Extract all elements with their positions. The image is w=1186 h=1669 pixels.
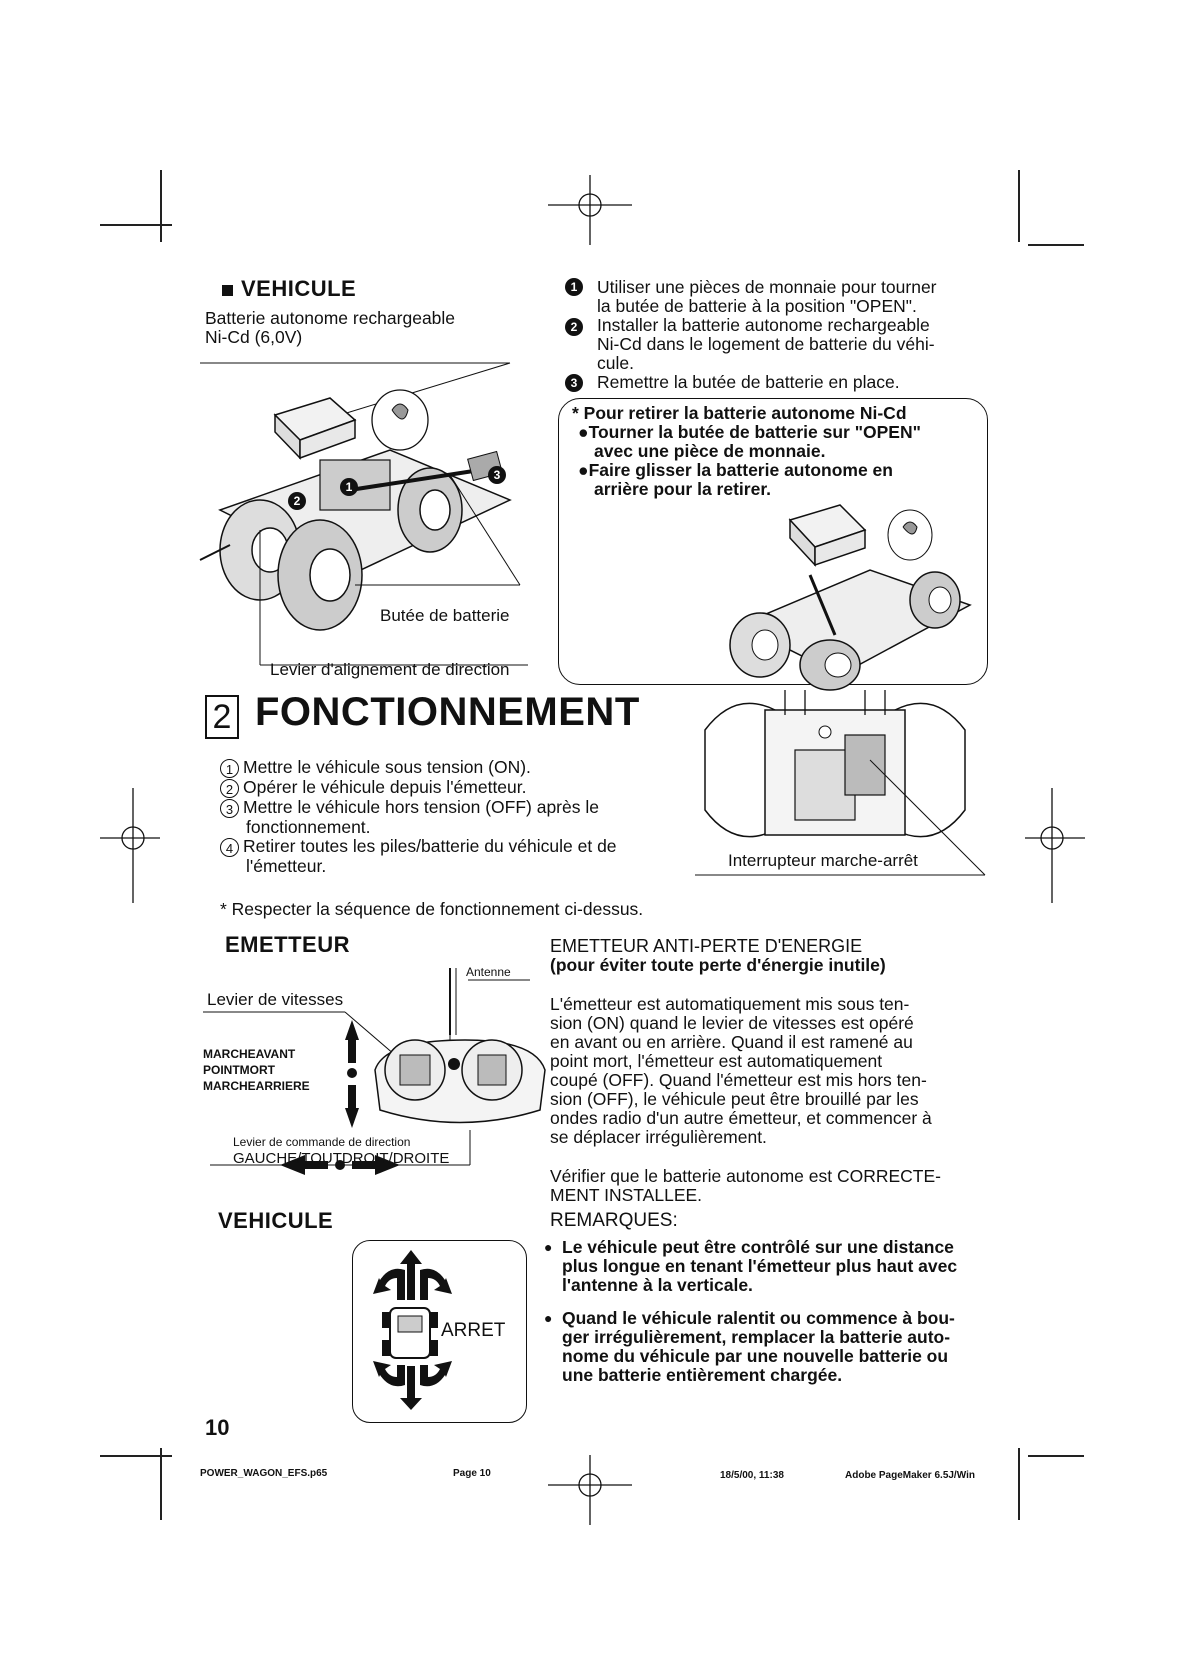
operation-title: FONCTIONNEMENT <box>255 690 640 734</box>
vehicle-battery-illustration <box>200 360 560 685</box>
footer-page: Page 10 <box>453 1468 491 1479</box>
callout-2: 2 <box>288 492 306 510</box>
neutral-label: POINTMORT <box>203 1063 275 1077</box>
footer-app: Adobe PageMaker 6.5J/Win <box>845 1470 975 1481</box>
stop-label: ARRET <box>441 1320 506 1341</box>
install-step: 2 Installer la batterie autonome rechargeable Ni-Cd dans le logement de batterie du véhi- cule. <box>565 316 995 373</box>
anti-loss-section <box>544 936 1000 1385</box>
steering-label-line1: Levier de commande de direction <box>233 1135 411 1149</box>
square-bullet-icon <box>222 285 233 296</box>
remark-item: ● Le véhicule peut être contrôlé sur une distance plus longue en tenant l'émetteur plus haut avec l'antenne à la verticale. <box>544 1237 958 1295</box>
registration-mark-left <box>100 788 160 908</box>
battery-removal-illustration <box>720 505 990 685</box>
vehicle-label: VEHICULE <box>218 1208 334 1233</box>
label-levier: Levier d'alignement de direction <box>270 660 510 679</box>
operation-steps: 1 Mettre le véhicule sous tension (ON). 2 Opérer le véhicule depuis l'émetteur. 3 Mettre le véhicule hors tension (OFF) après le fonctionnement. 4 Retirer toutes les piles/batterie du véhicule et de l'émetteur. <box>220 758 700 876</box>
footer-file: POWER_WAGON_EFS.p65 <box>200 1468 328 1479</box>
reverse-label: MARCHEARRIERE <box>203 1079 310 1093</box>
steering-label-line2: GAUCHE/TOUTDROIT/DROITE <box>233 1150 450 1167</box>
registration-mark-right <box>1025 788 1085 908</box>
anti-loss-subtitle: (pour éviter toute perte d'énergie inutile) <box>550 955 886 975</box>
transmitter-title: EMETTEUR <box>225 932 350 957</box>
removal-text: * Pour retirer la batterie autonome Ni-Cd ●Tourner la butée de batterie sur "OPEN" avec une pièce de monnaie. ●Faire glisser la batterie autonome en arrière pour la retirer. <box>572 403 921 499</box>
install-steps <box>565 278 995 392</box>
forward-label: MARCHEAVANT <box>203 1047 296 1061</box>
label-butee: Butée de batterie <box>380 606 510 625</box>
operation-step: 3 Mettre le véhicule hors tension (OFF) après le <box>220 798 700 818</box>
install-step: 3 Remettre la butée de batterie en place. <box>565 373 995 392</box>
anti-loss-title: EMETTEUR ANTI-PERTE D'ENERGIE <box>550 936 863 956</box>
battery-description: Batterie autonome rechargeable Ni-Cd (6,0V) <box>205 308 456 347</box>
vehicle-section-title: VEHICULE <box>222 276 356 302</box>
label-interrupteur: Interrupteur marche-arrêt <box>728 851 918 870</box>
antenna-label: Antenne <box>466 965 511 979</box>
callout-1: 1 <box>340 478 358 496</box>
anti-loss-paragraph: L'émetteur est automatiquement mis sous ten- sion (ON) quand le levier de vitesses est opéré en avant ou en arrière. Quand il est ramené au point mort, l'émetteur est automatiquement coupé (OFF). Quand l'émetteur est mis hors ten- sion (OFF), le véhicule peut être brouillé par les ondes radio d'un autre émetteur, et commencer à se déplacer irrégulièrement. <box>550 994 932 1147</box>
speed-lever-label: Levier de vitesses <box>207 990 344 1009</box>
footer-date: 18/5/00, 11:38 <box>720 1470 784 1481</box>
section-number-box: 2 <box>205 695 239 739</box>
registration-mark-bottom <box>540 1455 640 1525</box>
switch-illustration <box>695 690 985 875</box>
remarks-title: REMARQUES: <box>550 1210 678 1231</box>
install-step: 1 Utiliser une pièces de monnaie pour tourner la butée de batterie à la position "OPEN". <box>565 278 995 316</box>
callout-3: 3 <box>488 466 506 484</box>
operation-step: 1 Mettre le véhicule sous tension (ON). <box>220 758 700 778</box>
operation-step: 2 Opérer le véhicule depuis l'émetteur. <box>220 778 700 798</box>
operation-note: * Respecter la séquence de fonctionnement ci-dessus. <box>220 899 644 919</box>
operation-step: 4 Retirer toutes les piles/batterie du véhicule et de <box>220 837 700 857</box>
page-number: 10 <box>205 1415 230 1440</box>
verify-note: Vérifier que le batterie autonome est CORRECTE- MENT INSTALLEE. <box>550 1166 941 1205</box>
registration-mark-top <box>540 175 640 245</box>
remark-item: ● Quand le véhicule ralentit ou commence à bou- ger irrégulièrement, remplacer la batterie auto- nome du véhicule par une nouvelle batterie ou une batterie entièrement chargée. <box>544 1308 955 1385</box>
